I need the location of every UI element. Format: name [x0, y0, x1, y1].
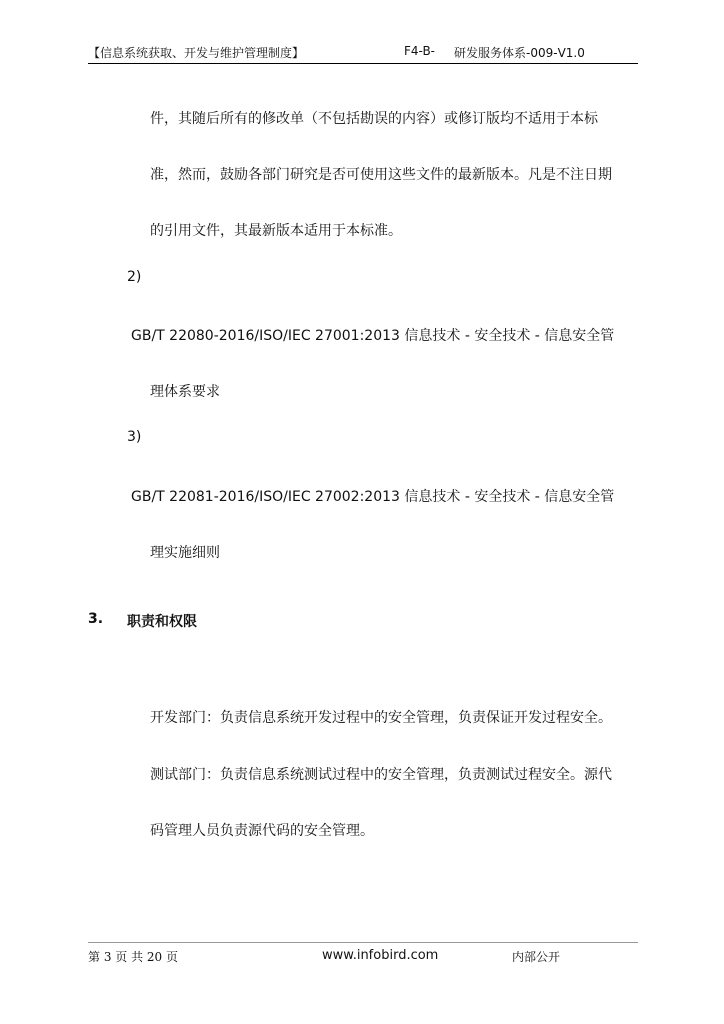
paragraph-line-1: 件，其随后所有的修改单（不包括勘误的内容）或修订版均不适用于本标 [150, 111, 598, 127]
reference-3-line-1: GB/T 22081-2016/ISO/IEC 27002:2013 信息技术 - 安全技术 - 信息安全管 [131, 489, 615, 505]
paragraph-line-3: 的引用文件，其最新版本适用于本标准。 [150, 223, 402, 239]
section-title: 职责和权限 [127, 614, 197, 630]
reference-number-2: 2) [127, 269, 142, 285]
header-title: 【信息系统获取、开发与维护管理制度】 [88, 46, 305, 60]
reference-2-line-1: GB/T 22080-2016/ISO/IEC 27001:2013 信息技术 - 安全技术 - 信息安全管 [131, 328, 615, 344]
reference-3-line-2: 理实施细则 [150, 545, 220, 561]
reference-2-line-2: 理体系要求 [150, 384, 220, 400]
footer-website: www.infobird.com [322, 948, 439, 963]
footer-classification: 内部公开 [512, 950, 561, 964]
footer-divider [88, 942, 638, 943]
header-divider [88, 63, 638, 64]
reference-number-3: 3) [127, 429, 142, 445]
duty-line-2: 测试部门：负责信息系统测试过程中的安全管理，负责测试过程安全。源代 [150, 767, 612, 783]
duty-line-3: 码管理人员负责源代码的安全管理。 [150, 823, 374, 839]
section-number: 3. [88, 611, 104, 627]
header-doc-code: F4-B- [404, 44, 436, 58]
footer-page-info: 第 3 页 共 20 页 [88, 950, 178, 964]
header-doc-series: 研发服务体系-009-V1.0 [454, 46, 585, 60]
paragraph-line-2: 准，然而，鼓励各部门研究是否可使用这些文件的最新版本。凡是不注日期 [150, 167, 612, 183]
duty-line-1: 开发部门：负责信息系统开发过程中的安全管理，负责保证开发过程安全。 [150, 710, 612, 726]
